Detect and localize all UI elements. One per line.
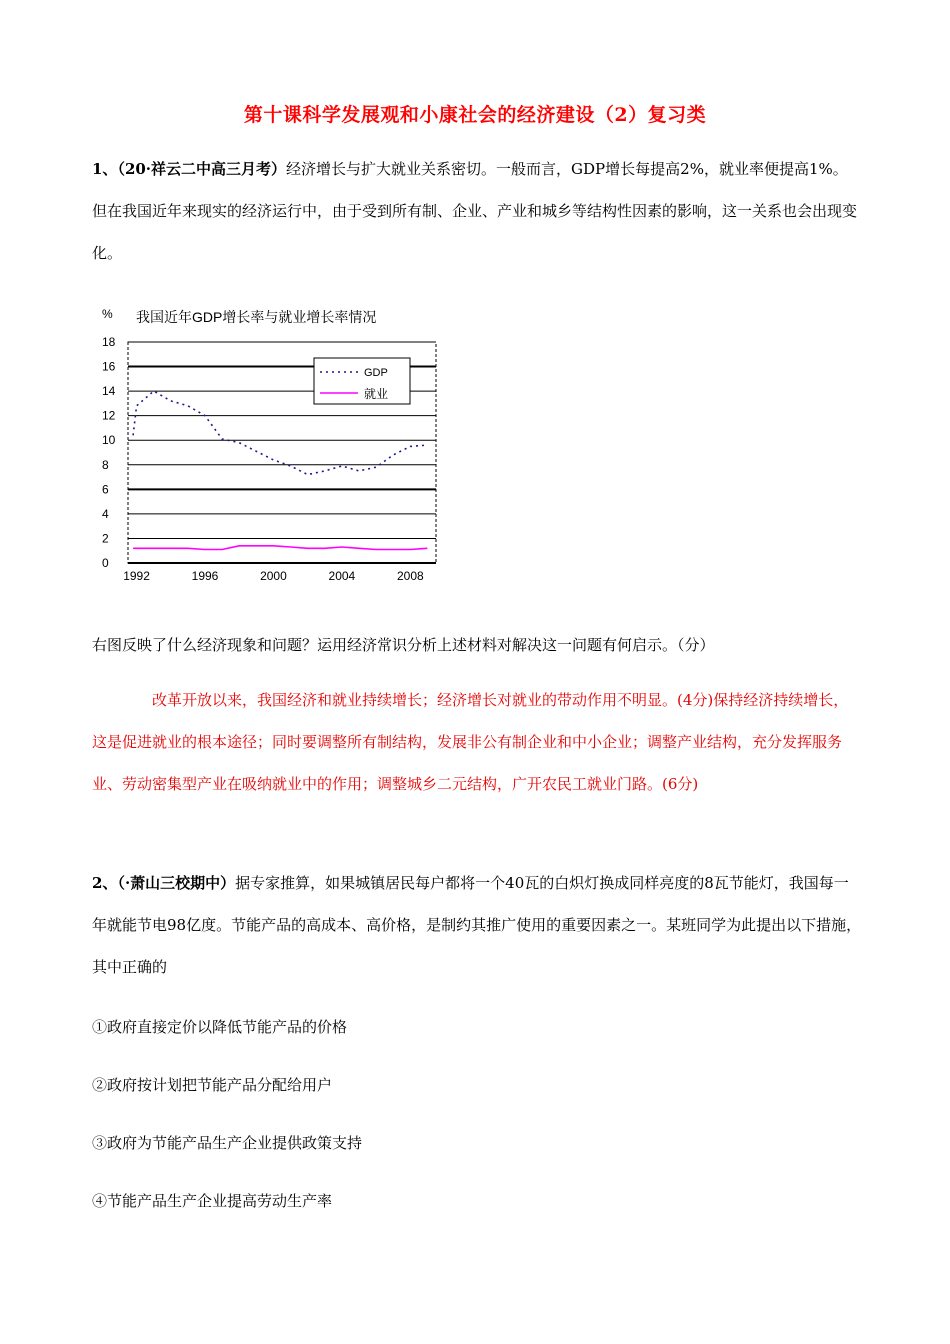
gdp-employment-chart (92, 298, 442, 590)
ytick-label-10: 10 (102, 433, 116, 448)
question-1-text: 经济增长与扩大就业关系密切。一般而言，GDP增长每提高2%，就业率便提高1%。但在我国近年来现实的经济运行中，由于受到所有制、企业、产业和城乡等结构性因素的影响，这一关系也会出现变化。 (92, 160, 858, 262)
chart-y-ticks (102, 335, 116, 570)
chart-ylabel: % (102, 307, 113, 321)
legend-gdp-label: GDP (364, 367, 388, 379)
chart-series (133, 391, 427, 549)
question-2-number: 2、 (92, 874, 118, 892)
ytick-label-6: 6 (102, 482, 109, 497)
question-2-text: 据专家推算，如果城镇居民每户都将一个40瓦的白炽灯换成同样亮度的8瓦节能灯，我国每一年就能节电98亿度。节能产品的高成本、高价格，是制约其推广使用的重要因素之一。某班同学为此提出以下措施，其中正确的 (92, 874, 862, 976)
legend-box (314, 358, 410, 404)
legend-employment-label: 就业 (364, 387, 389, 401)
question-2-source: （·萧山三校期中） (117, 874, 236, 892)
question-1-prompt: 右图反映了什么经济现象和问题？运用经济常识分析上述材料对解决这一问题有何启示。（分） (92, 636, 715, 654)
option-2: ②政府按计划把节能产品分配给用户 (92, 1076, 333, 1094)
ytick-label-4: 4 (102, 506, 109, 521)
ytick-label-8: 8 (102, 457, 109, 472)
question-1-source: （20·祥云二中高三月考） (117, 160, 287, 178)
question-1-answer: 改革开放以来，我国经济和就业持续增长；经济增长对就业的带动作用不明显。(4分)保持经济持续增长，这是促进就业的根本途径；同时要调整所有制结构，发展非公有制企业和中小企业；调整产业结构，充分发挥服务业、劳动密集型产业在吸纳就业中的作用；调整城乡二元结构，广开农民工就业门路。(6分) (92, 691, 849, 793)
xtick-label-2004: 2004 (328, 569, 356, 583)
ytick-label-14: 14 (102, 384, 116, 399)
ytick-label-12: 12 (102, 408, 116, 423)
ytick-label-2: 2 (102, 531, 109, 546)
xtick-label-1992: 1992 (123, 569, 150, 583)
ytick-label-18: 18 (102, 335, 116, 349)
option-1: ①政府直接定价以降低节能产品的价格 (92, 1018, 348, 1036)
xtick-label-2000: 2000 (260, 569, 287, 583)
ytick-label-16: 16 (102, 359, 116, 374)
option-4: ④节能产品生产企业提高劳动生产率 (92, 1192, 333, 1210)
chart-legend (314, 358, 410, 404)
question-2-stem (92, 862, 862, 988)
series-line-1 (133, 546, 427, 550)
option-3: ③政府为节能产品生产企业提供政策支持 (92, 1134, 363, 1152)
chart-title: 我国近年GDP增长率与就业增长率情况 (136, 309, 377, 325)
question-1-number: 1、 (92, 160, 118, 178)
question-1-stem (92, 148, 862, 274)
xtick-label-1996: 1996 (191, 569, 219, 583)
chart-x-ticks (123, 569, 424, 583)
ytick-label-0: 0 (102, 556, 109, 570)
xtick-label-2008: 2008 (396, 569, 424, 583)
page-title: 第十课科学发展观和小康社会的经济建设（2）复习类 (243, 104, 707, 126)
